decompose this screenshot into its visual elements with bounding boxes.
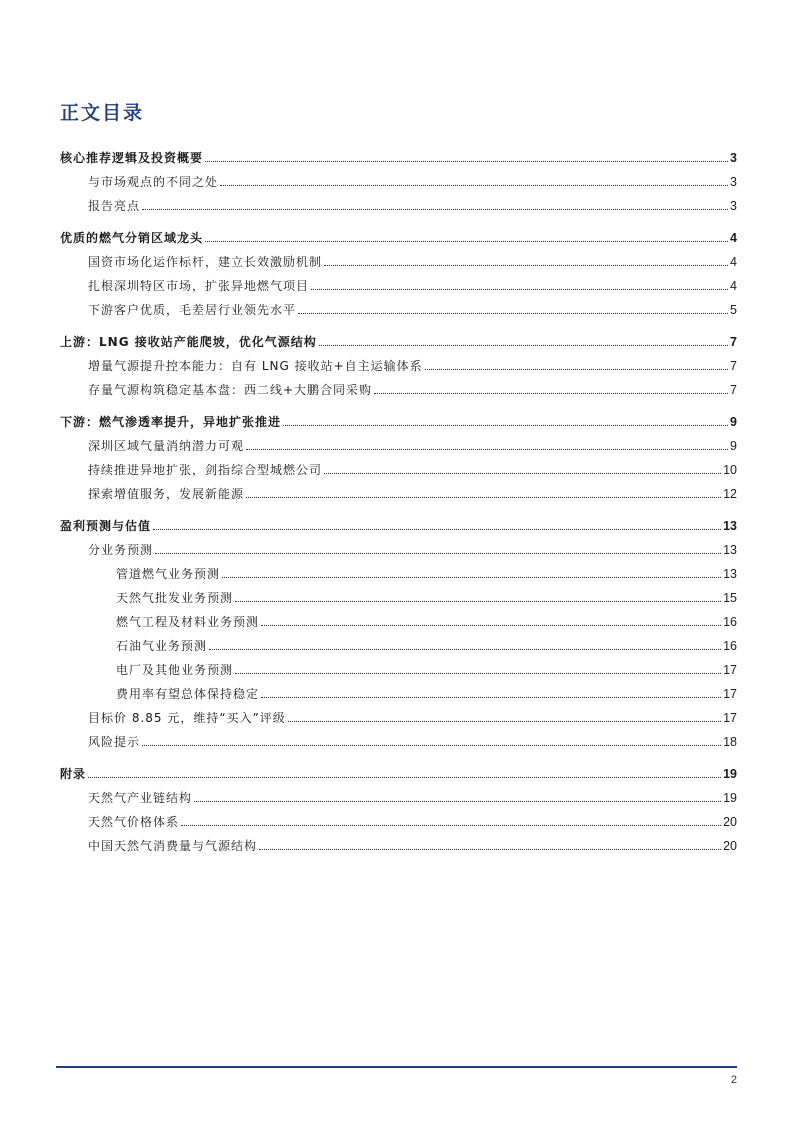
- toc-entry-page: 13: [723, 567, 737, 581]
- toc-entry-page: 18: [723, 735, 737, 749]
- toc-entry-page: 15: [723, 591, 737, 605]
- toc-entry[interactable]: [60, 228, 737, 246]
- toc-dot-leader: [298, 312, 728, 314]
- toc-entry-page: 16: [723, 615, 737, 629]
- toc-entry-label: 上游：LNG 接收站产能爬坡，优化气源结构: [60, 335, 317, 349]
- toc-dot-leader: [205, 240, 728, 242]
- toc-entry-label: 天然气价格体系: [88, 815, 180, 829]
- toc-dot-leader: [181, 824, 721, 826]
- toc-entry-label: 深圳区域气量消纳潜力可观: [88, 439, 245, 453]
- toc-entry[interactable]: [116, 660, 737, 678]
- toc-dot-leader: [209, 648, 721, 650]
- toc-dot-leader: [319, 344, 728, 346]
- toc-entry-label: 与市场观点的不同之处: [88, 175, 219, 189]
- toc-entry-label: 优质的燃气分销区域龙头: [60, 231, 204, 245]
- toc-entry[interactable]: [88, 276, 737, 294]
- toc-entry[interactable]: [88, 460, 737, 478]
- toc-dot-leader: [235, 600, 721, 602]
- toc-dot-leader: [246, 448, 728, 450]
- toc-entry-page: 19: [723, 791, 737, 805]
- toc-entry[interactable]: [88, 484, 737, 502]
- toc-entry-page: 13: [723, 519, 737, 533]
- toc-entry-page: 9: [730, 415, 737, 429]
- toc-entry-label: 附录: [60, 767, 87, 781]
- toc-entry[interactable]: [60, 412, 737, 430]
- toc-dot-leader: [235, 672, 721, 674]
- toc-dot-leader: [220, 184, 728, 186]
- toc-entry-page: 9: [730, 439, 737, 453]
- toc-entry[interactable]: [116, 636, 737, 654]
- toc-entry-page: 7: [730, 335, 737, 349]
- toc-entry[interactable]: [116, 588, 737, 606]
- page-number: 2: [730, 1074, 737, 1086]
- toc-entry-page: 17: [723, 687, 737, 701]
- toc-entry[interactable]: [60, 148, 737, 166]
- toc-dot-leader: [283, 424, 728, 426]
- toc-entry-label: 管道燃气业务预测: [116, 567, 221, 581]
- toc-entry-label: 天然气产业链结构: [88, 791, 193, 805]
- toc-entry-page: 3: [730, 175, 737, 189]
- toc-entry-label: 下游：燃气渗透率提升，异地扩张推进: [60, 415, 282, 429]
- toc-entry[interactable]: [88, 252, 737, 270]
- toc-entry-label: 分业务预测: [88, 543, 154, 557]
- toc-dot-leader: [246, 496, 721, 498]
- toc-dot-leader: [288, 720, 721, 722]
- toc-entry-label: 燃气工程及材料业务预测: [116, 615, 260, 629]
- toc-entry-page: 4: [730, 231, 737, 245]
- toc-entry-page: 10: [723, 463, 737, 477]
- toc-entry-page: 5: [730, 303, 737, 317]
- toc-entry-page: 17: [723, 663, 737, 677]
- toc-entry[interactable]: [88, 356, 737, 374]
- toc-entry[interactable]: [60, 332, 737, 350]
- toc-entry[interactable]: [88, 300, 737, 318]
- toc-entry-page: 7: [730, 359, 737, 373]
- toc-entry[interactable]: [88, 788, 737, 806]
- toc-dot-leader: [88, 776, 721, 778]
- toc-entry-page: 3: [730, 199, 737, 213]
- toc-entry-label: 探索增值服务，发展新能源: [88, 487, 245, 501]
- toc-dot-leader: [222, 576, 721, 578]
- toc-entry-page: 12: [723, 487, 737, 501]
- toc-dot-leader: [311, 288, 728, 290]
- toc-entry[interactable]: [88, 812, 737, 830]
- toc-dot-leader: [261, 696, 721, 698]
- toc-entry[interactable]: [116, 564, 737, 582]
- toc-entry-label: 报告亮点: [88, 199, 141, 213]
- toc-dot-leader: [261, 624, 721, 626]
- toc-entry-label: 盈利预测与估值: [60, 519, 152, 533]
- toc-entry-label: 下游客户优质，毛差居行业领先水平: [88, 303, 297, 317]
- toc-entry-page: 19: [723, 767, 737, 781]
- toc-entry-label: 持续推进异地扩张，剑指综合型城燃公司: [88, 463, 323, 477]
- toc-dot-leader: [153, 528, 721, 530]
- toc-entry[interactable]: [88, 196, 737, 214]
- toc-entry-label: 增量气源提升控本能力：自有 LNG 接收站+自主运输体系: [88, 359, 423, 373]
- toc-entry-label: 中国天然气消费量与气源结构: [88, 839, 258, 853]
- toc-dot-leader: [259, 848, 721, 850]
- toc-entry-label: 国资市场化运作标杆，建立长效激励机制: [88, 255, 323, 269]
- toc-dot-leader: [324, 264, 728, 266]
- toc-entry-page: 3: [730, 151, 737, 165]
- toc-entry-page: 16: [723, 639, 737, 653]
- toc-entry-label: 风险提示: [88, 735, 141, 749]
- toc-dot-leader: [205, 160, 728, 162]
- footer-divider: [56, 1066, 737, 1068]
- toc-dot-leader: [425, 368, 728, 370]
- toc-entry-page: 17: [723, 711, 737, 725]
- toc-entry-page: 4: [730, 255, 737, 269]
- toc-entry-page: 13: [723, 543, 737, 557]
- toc-entry[interactable]: [116, 684, 737, 702]
- toc-entry[interactable]: [88, 172, 737, 190]
- toc-entry[interactable]: [88, 836, 737, 854]
- toc-entry-page: 20: [723, 815, 737, 829]
- toc-entry-label: 目标价 8.85 元，维持“买入”评级: [88, 711, 286, 725]
- toc-dot-leader: [155, 552, 721, 554]
- toc-entry-label: 电厂及其他业务预测: [116, 663, 234, 677]
- toc-entry[interactable]: [88, 540, 737, 558]
- toc-entry[interactable]: [88, 708, 737, 726]
- toc-dot-leader: [194, 800, 721, 802]
- toc-dot-leader: [324, 472, 721, 474]
- toc-entry[interactable]: [60, 764, 737, 782]
- toc-entry-page: 20: [723, 839, 737, 853]
- toc-entry-page: 7: [730, 383, 737, 397]
- toc-entry[interactable]: [88, 436, 737, 454]
- toc-entry[interactable]: [60, 516, 737, 534]
- toc-entry-page: 4: [730, 279, 737, 293]
- toc-entry-label: 核心推荐逻辑及投资概要: [60, 151, 204, 165]
- toc-entry[interactable]: [88, 380, 737, 398]
- toc-entry-label: 石油气业务预测: [116, 639, 208, 653]
- toc-entry-label: 天然气批发业务预测: [116, 591, 234, 605]
- toc-entry-label: 扎根深圳特区市场，扩张异地燃气项目: [88, 279, 310, 293]
- page-title: 正文目录: [60, 102, 145, 124]
- toc-entry-label: 存量气源构筑稳定基本盘：西二线+大鹏合同采购: [88, 383, 373, 397]
- toc-entry[interactable]: [116, 612, 737, 630]
- toc-entry-label: 费用率有望总体保持稳定: [116, 687, 260, 701]
- toc-dot-leader: [142, 744, 721, 746]
- toc-entry[interactable]: [88, 732, 737, 750]
- toc-dot-leader: [142, 208, 728, 210]
- toc-dot-leader: [374, 392, 728, 394]
